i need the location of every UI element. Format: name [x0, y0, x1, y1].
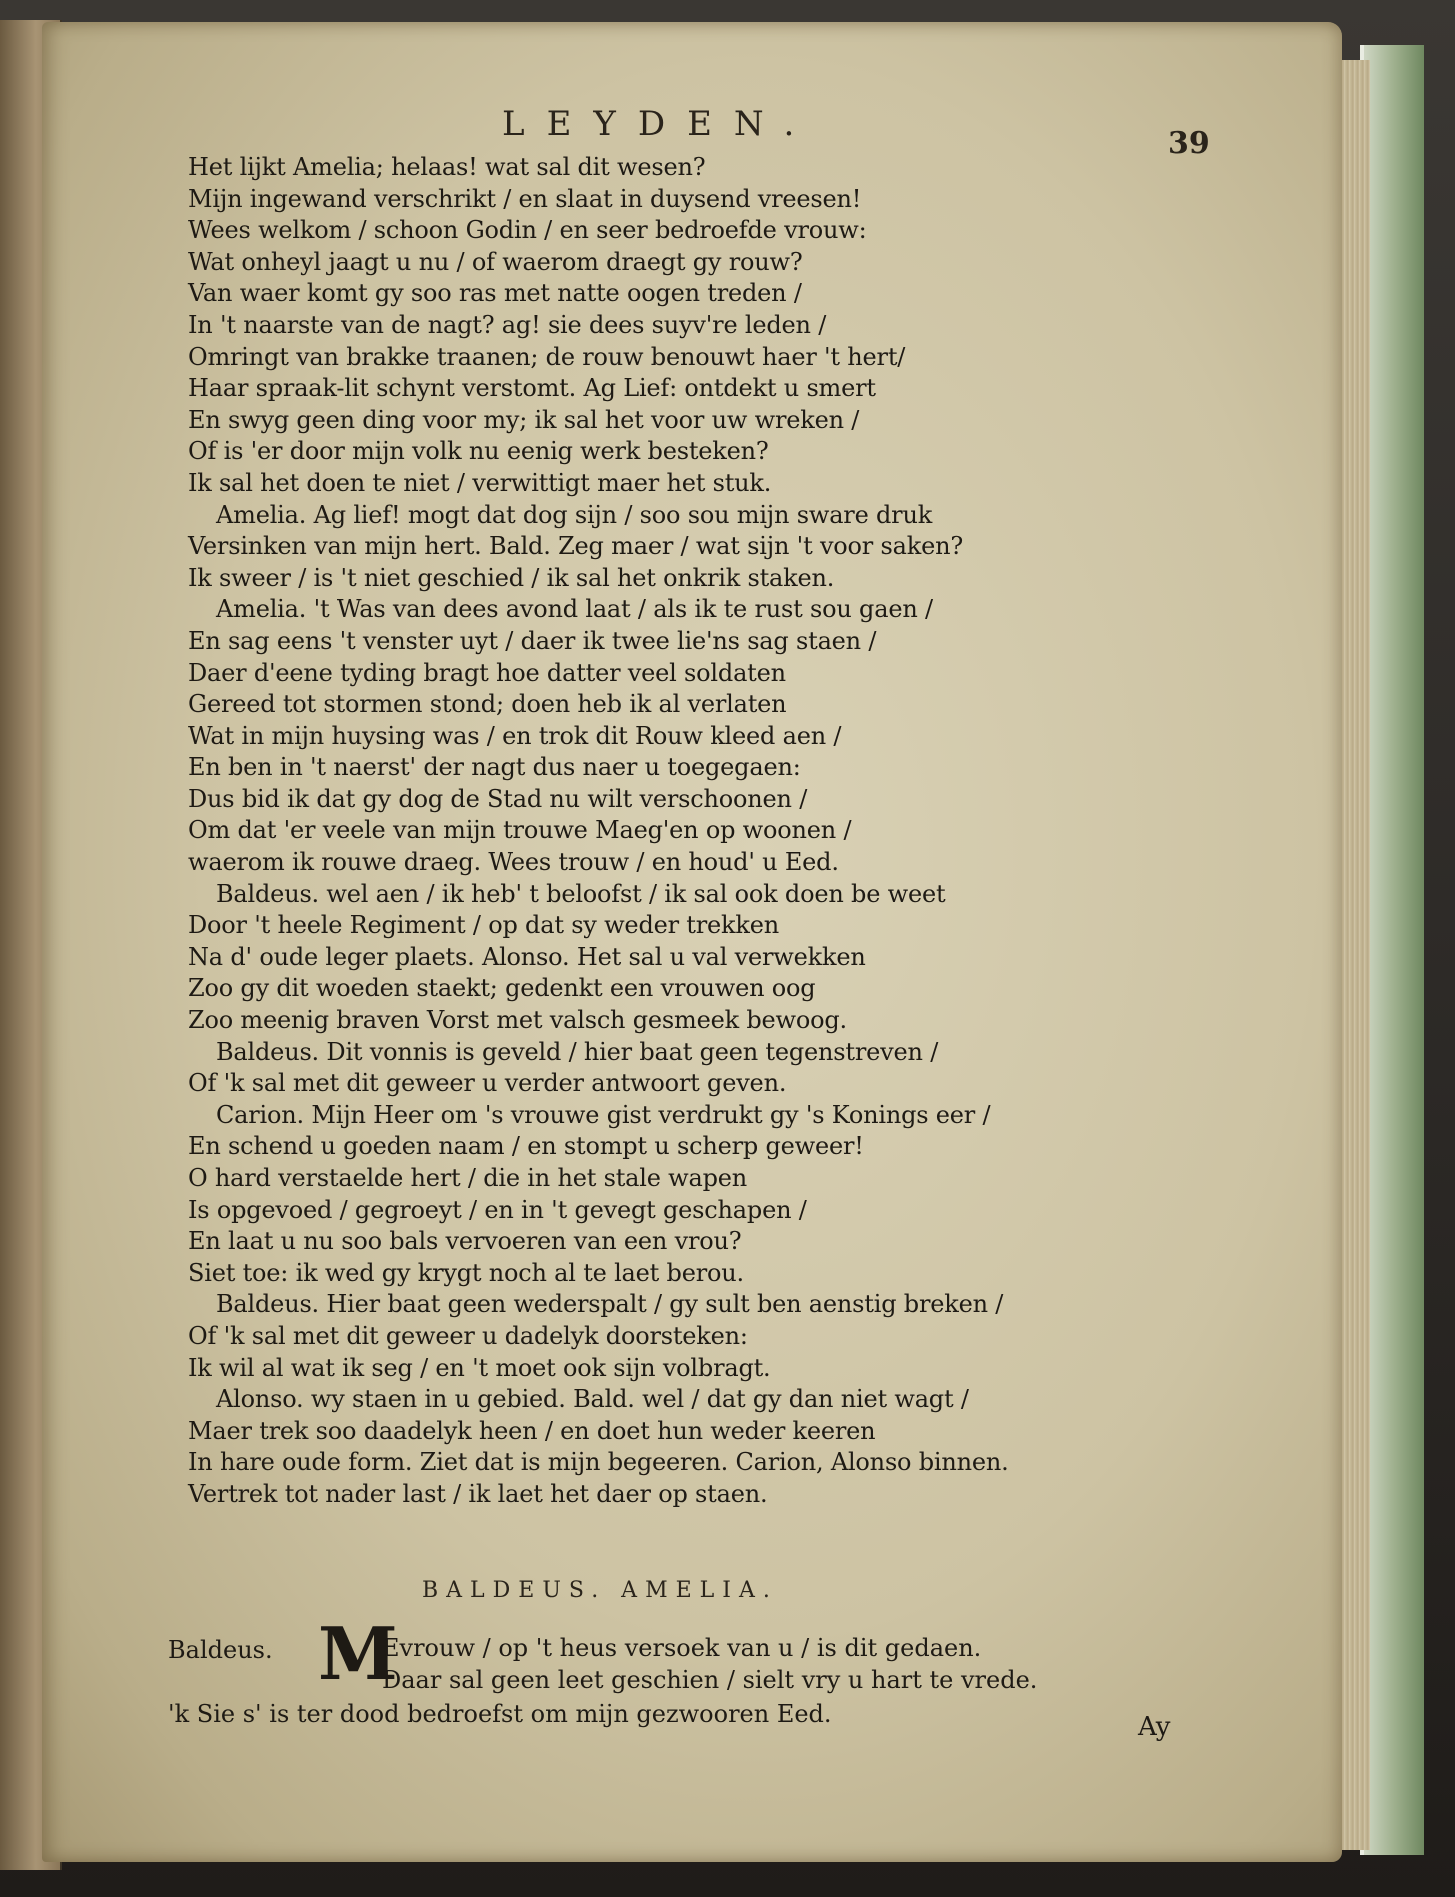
verse-body [188, 152, 1248, 1511]
verse-line: In hare oude form. Ziet dat is mijn begeeren. Carion, Alonso binnen. [188, 1448, 1009, 1477]
verse-line: Ik sal het doen te niet / verwittigt maer het stuk. [188, 468, 772, 497]
verse-line: Van waer komt gy soo ras met natte oogen treden / [188, 279, 802, 308]
verse-line: Zoo gy dit woeden staekt; gedenkt een vrouwen oog [188, 974, 816, 1003]
verse-line: Alonso. wy staen in u gebied. Bald. wel / dat gy dan niet wagt / [216, 1385, 969, 1414]
verse-line: Carion. Mijn Heer om 's vrouwe gist verdrukt gy 's Konings eer / [216, 1100, 991, 1129]
verse-line: Ik sweer / is 't niet geschied / ik sal het onkrik staken. [188, 563, 835, 592]
verse-line: Mijn ingewand verschrikt / en slaat in duysend vreesen! [188, 184, 862, 213]
verse-line: Baldeus. wel aen / ik heb' t beloofst / ik sal ook doen be weet [216, 879, 946, 908]
verse-line: In 't naarste van de nagt? ag! sie dees suyv're leden / [188, 310, 827, 339]
verse-line: Zoo meenig braven Vorst met valsch gesmeek bewoog. [188, 1006, 847, 1035]
verse-line: Baldeus. Dit vonnis is geveld / hier baat geen tegenstreven / [216, 1037, 939, 1066]
verse-line: Versinken van mijn hert. Bald. Zeg maer / wat sijn 't voor saken? [188, 532, 964, 561]
drop-cap: M [318, 1611, 398, 1696]
final-line: Daar sal geen leet geschien / sielt vry u hart te vrede. [382, 1666, 1038, 1694]
verse-line: Wees welkom / schoon Godin / en seer bedroefde vrouw: [188, 216, 867, 245]
verse-line: Ik wil al wat ik seg / en 't moet ook sijn volbragt. [188, 1353, 771, 1382]
verse-line: Vertrek tot nader last / ik laet het daer op staen. [188, 1479, 768, 1508]
verse-line: Of 'k sal met dit geweer u verder antwoort geven. [188, 1069, 787, 1098]
verse-line: Haar spraak-lit schynt verstomt. Ag Lief: ontdekt u smert [188, 374, 876, 403]
verse-line: Baldeus. Hier baat geen wederspalt / gy sult ben aenstig breken / [216, 1290, 1004, 1319]
verse-line: waerom ik rouwe draeg. Wees trouw / en houd' u Eed. [188, 848, 839, 877]
verse-line: Siet toe: ik wed gy krygt noch al te laet berou. [188, 1258, 744, 1287]
speaker-name: Baldeus. [168, 1636, 273, 1664]
verse-line: Amelia. 't Was van dees avond laat / als ik te rust sou gaen / [216, 595, 933, 624]
verse-line: En swyg geen ding voor my; ik sal het voor uw wreken / [188, 405, 860, 434]
verse-line: Daer d'eene tyding bragt hoe datter veel soldaten [188, 658, 786, 687]
verse-line: Wat in mijn huysing was / en trok dit Rouw kleed aen / [188, 721, 842, 750]
verse-line: Dus bid ik dat gy dog de Stad nu wilt verschoonen / [188, 784, 808, 813]
verse-line: Om dat 'er veele van mijn trouwe Maeg'en op woonen / [188, 816, 852, 845]
verse-line: Maer trek soo daadelyk heen / en doet hun weder keeren [188, 1416, 876, 1445]
verse-line: En ben in 't naerst' der nagt dus naer u toegegaen: [188, 753, 801, 782]
verse-line: En laat u nu soo bals vervoeren van een vrou? [188, 1227, 742, 1256]
book-page [42, 22, 1342, 1862]
catchword: Ay [1138, 1712, 1171, 1742]
verse-line: Of 'k sal met dit geweer u dadelyk doorsteken: [188, 1321, 748, 1350]
verse-line: En schend u goeden naam / en stompt u scherp geweer! [188, 1132, 864, 1161]
verse-line: Amelia. Ag lief! mogt dat dog sijn / soo sou mijn sware druk [216, 500, 933, 529]
scene-heading: BALDEUS. AMELIA. [422, 1578, 778, 1603]
running-header: LEYDEN. [502, 104, 817, 144]
verse-line: Het lijkt Amelia; helaas! wat sal dit wesen? [188, 153, 706, 181]
verse-line: Door 't heele Regiment / op dat sy weder trekken [188, 911, 779, 940]
final-line: Evrouw / op 't heus versoek van u / is dit gedaen. [382, 1634, 982, 1662]
verse-line: Na d' oude leger plaets. Alonso. Het sal u val verwekken [188, 942, 866, 971]
verse-line: Gereed tot stormen stond; doen heb ik al verlaten [188, 690, 787, 719]
verse-line: Omringt van brakke traanen; de rouw benouwt haer 't hert/ [188, 342, 906, 371]
verse-line: O hard verstaelde hert / die in het stale wapen [188, 1164, 748, 1192]
final-line: 'k Sie s' is ter dood bedroefst om mijn gezwooren Eed. [168, 1700, 832, 1728]
verse-line: Is opgevoed / gegroeyt / en in 't gevegt geschapen / [188, 1195, 807, 1224]
verse-line: Of is 'er door mijn volk nu eenig werk besteken? [188, 437, 769, 466]
verse-line: Wat onheyl jaagt u nu / of waerom draegt gy rouw? [188, 247, 803, 276]
verse-line: En sag eens 't venster uyt / daer ik twee lie'ns sag staen / [188, 626, 877, 655]
page-number: 39 [1168, 126, 1210, 161]
